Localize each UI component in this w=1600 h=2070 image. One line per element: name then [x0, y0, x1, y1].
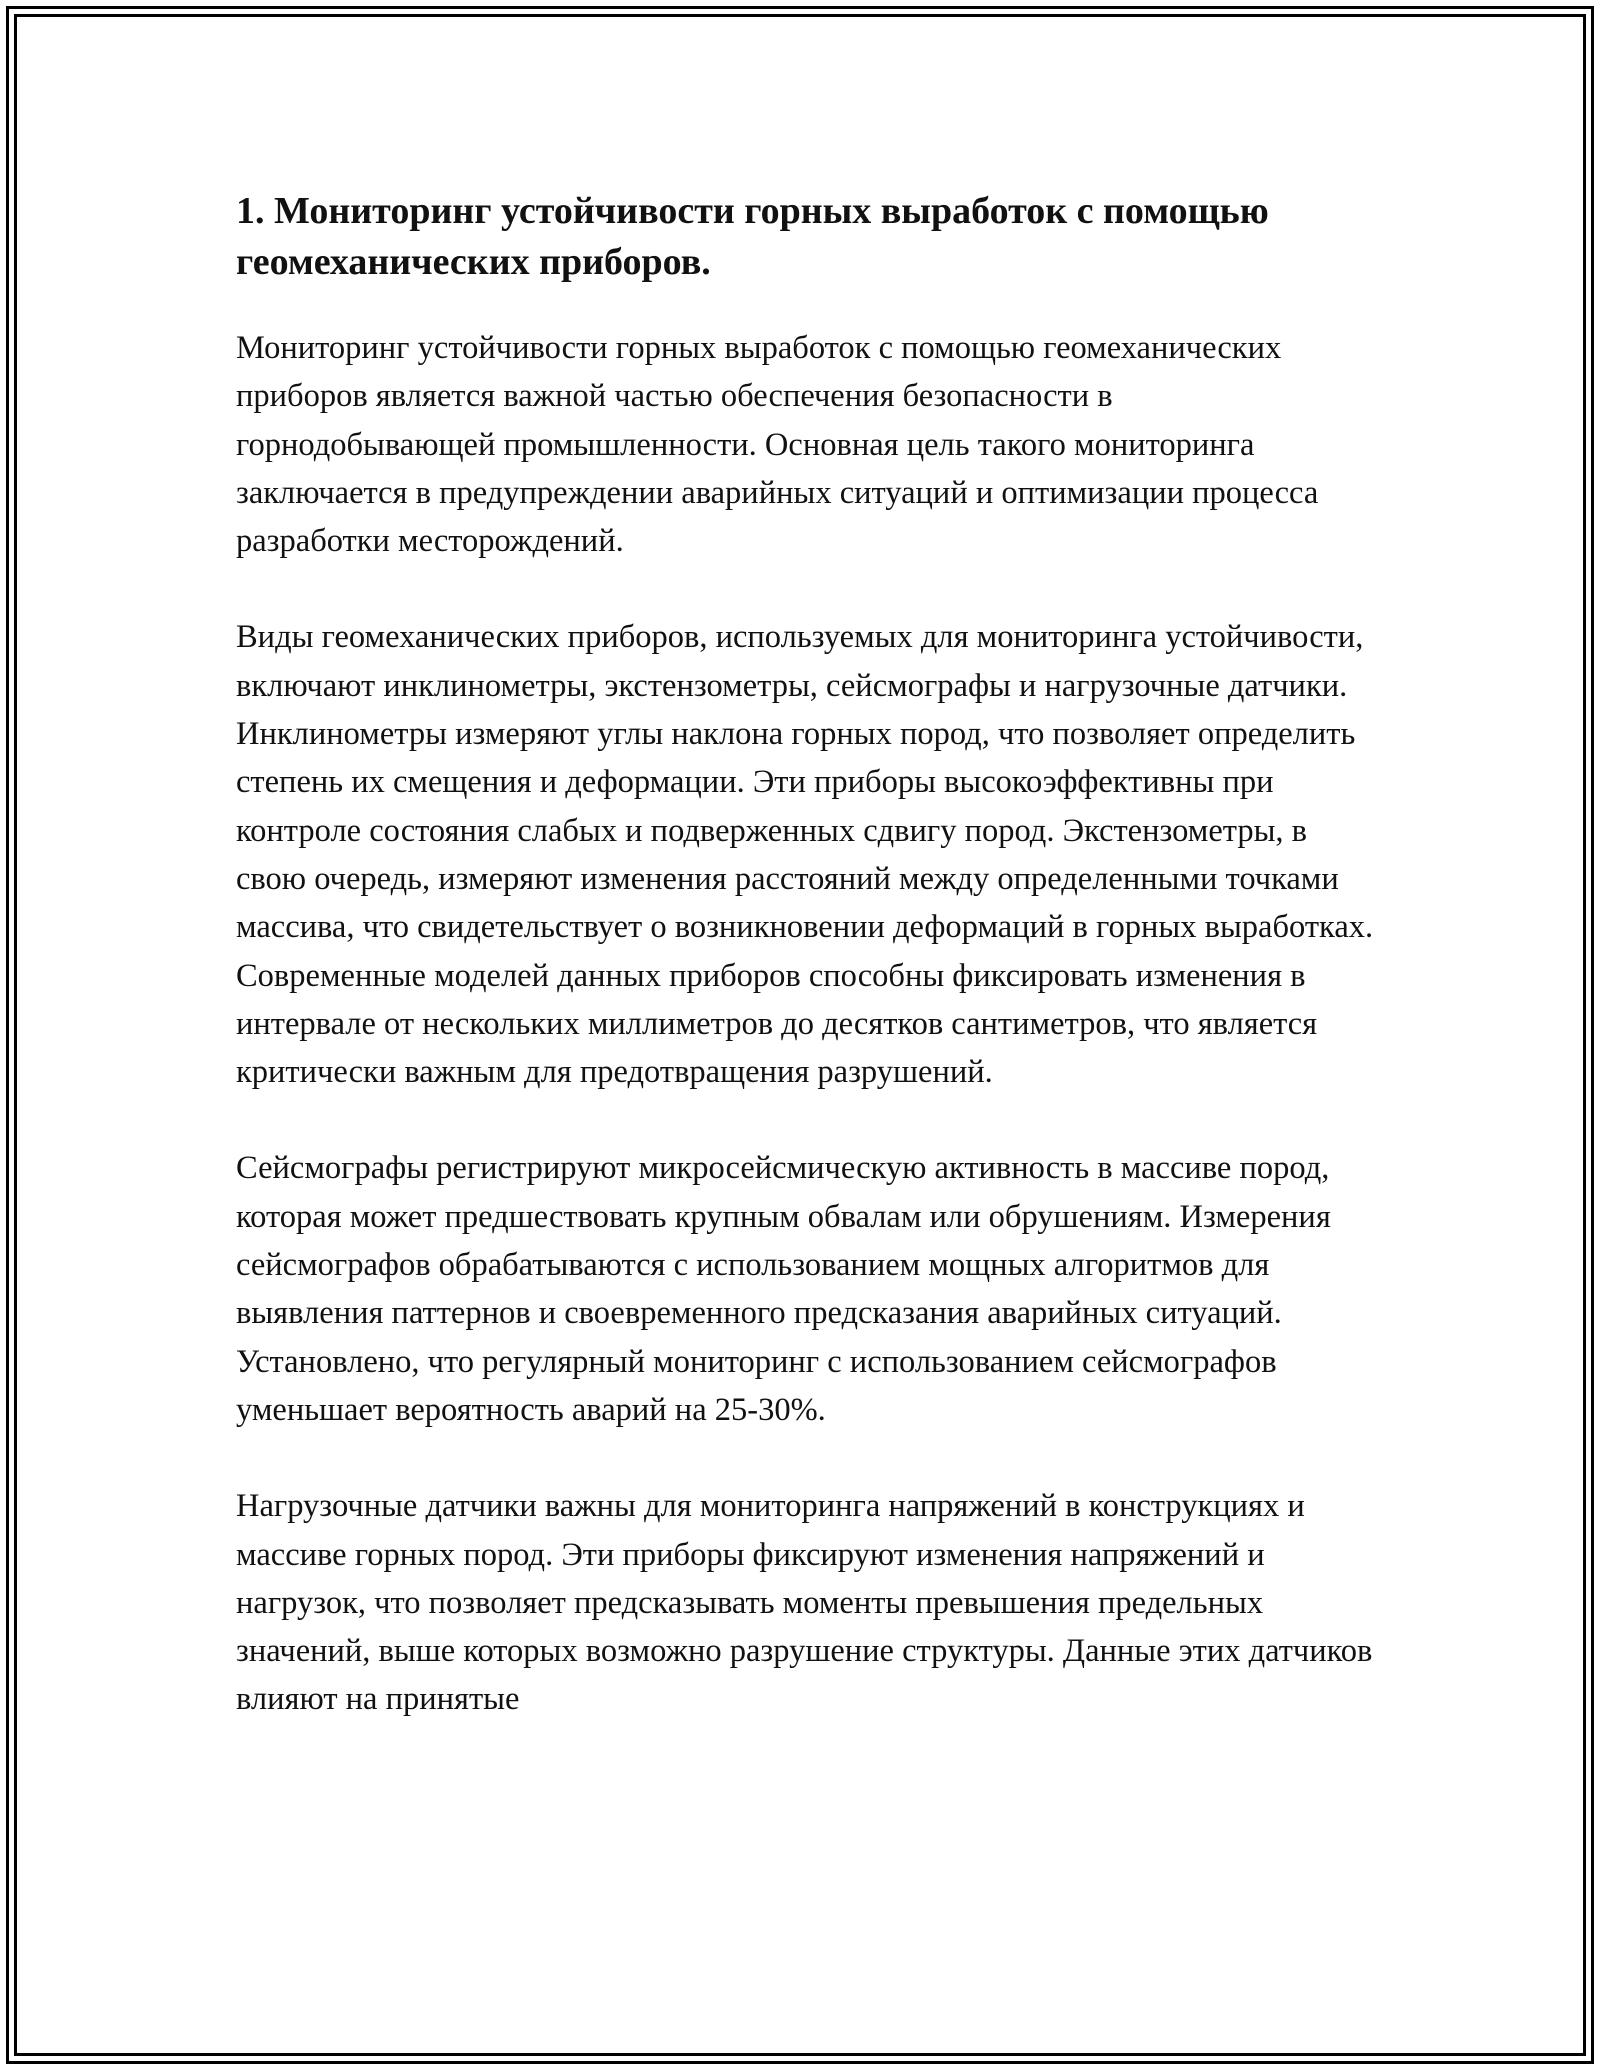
- page-title: 1. Мониторинг устойчивости горных выработок с помощью геомеханических приборов.: [236, 190, 1269, 283]
- paragraph-seismographs: Сейсмографы регистрируют микросейсмическую активность в массиве пород, которая может предшествовать крупным обвалам или обрушениям. Измерения сейсмографов обрабатываются с использованием мощных алгоритмов для выявления паттернов и своевременного предсказания аварийных ситуаций. Установлено, что регулярный мониторинг с использованием сейсмографов уменьшает вероятность аварий на 25-30%.: [236, 1150, 1331, 1428]
- paragraph-load-sensors: Нагрузочные датчики важны для мониторинга напряжений в конструкциях и массиве горных пород. Эти приборы фиксируют изменения напряжений и нагрузок, что позволяет предсказывать моменты превышения предельных значений, выше которых возможно разрушение структуры. Данные этих датчиков влияют на принятые: [236, 1488, 1373, 1718]
- paragraph-instrument-types: Виды геомеханических приборов, используемых для мониторинга устойчивости, включают инклинометры, экстензометры, сейсмографы и нагрузочные датчики. Инклинометры измеряют углы наклона горных пород, что позволяет определить степень их смещения и деформации. Эти приборы высокоэффективны при контроле состояния слабых и подверженных сдвигу пород. Экстензометры, в свою очередь, измеряют изменения расстояний между определенными точками массива, что свидетельствует о возникновении деформаций в горных выработках. Современные моделей данных приборов способны фиксировать изменения в интервале от нескольких миллиметров до десятков сантиметров, что является критически важным для предотвращения разрушений.: [236, 619, 1374, 1091]
- document-body: [236, 186, 1376, 1772]
- paragraph-intro: Мониторинг устойчивости горных выработок с помощью геомеханических приборов является важной частью обеспечения безопасности в горнодобывающей промышленности. Основная цель такого мониторинга заключается в предупреждении аварийных ситуаций и оптимизации процесса разработки месторождений.: [236, 330, 1319, 560]
